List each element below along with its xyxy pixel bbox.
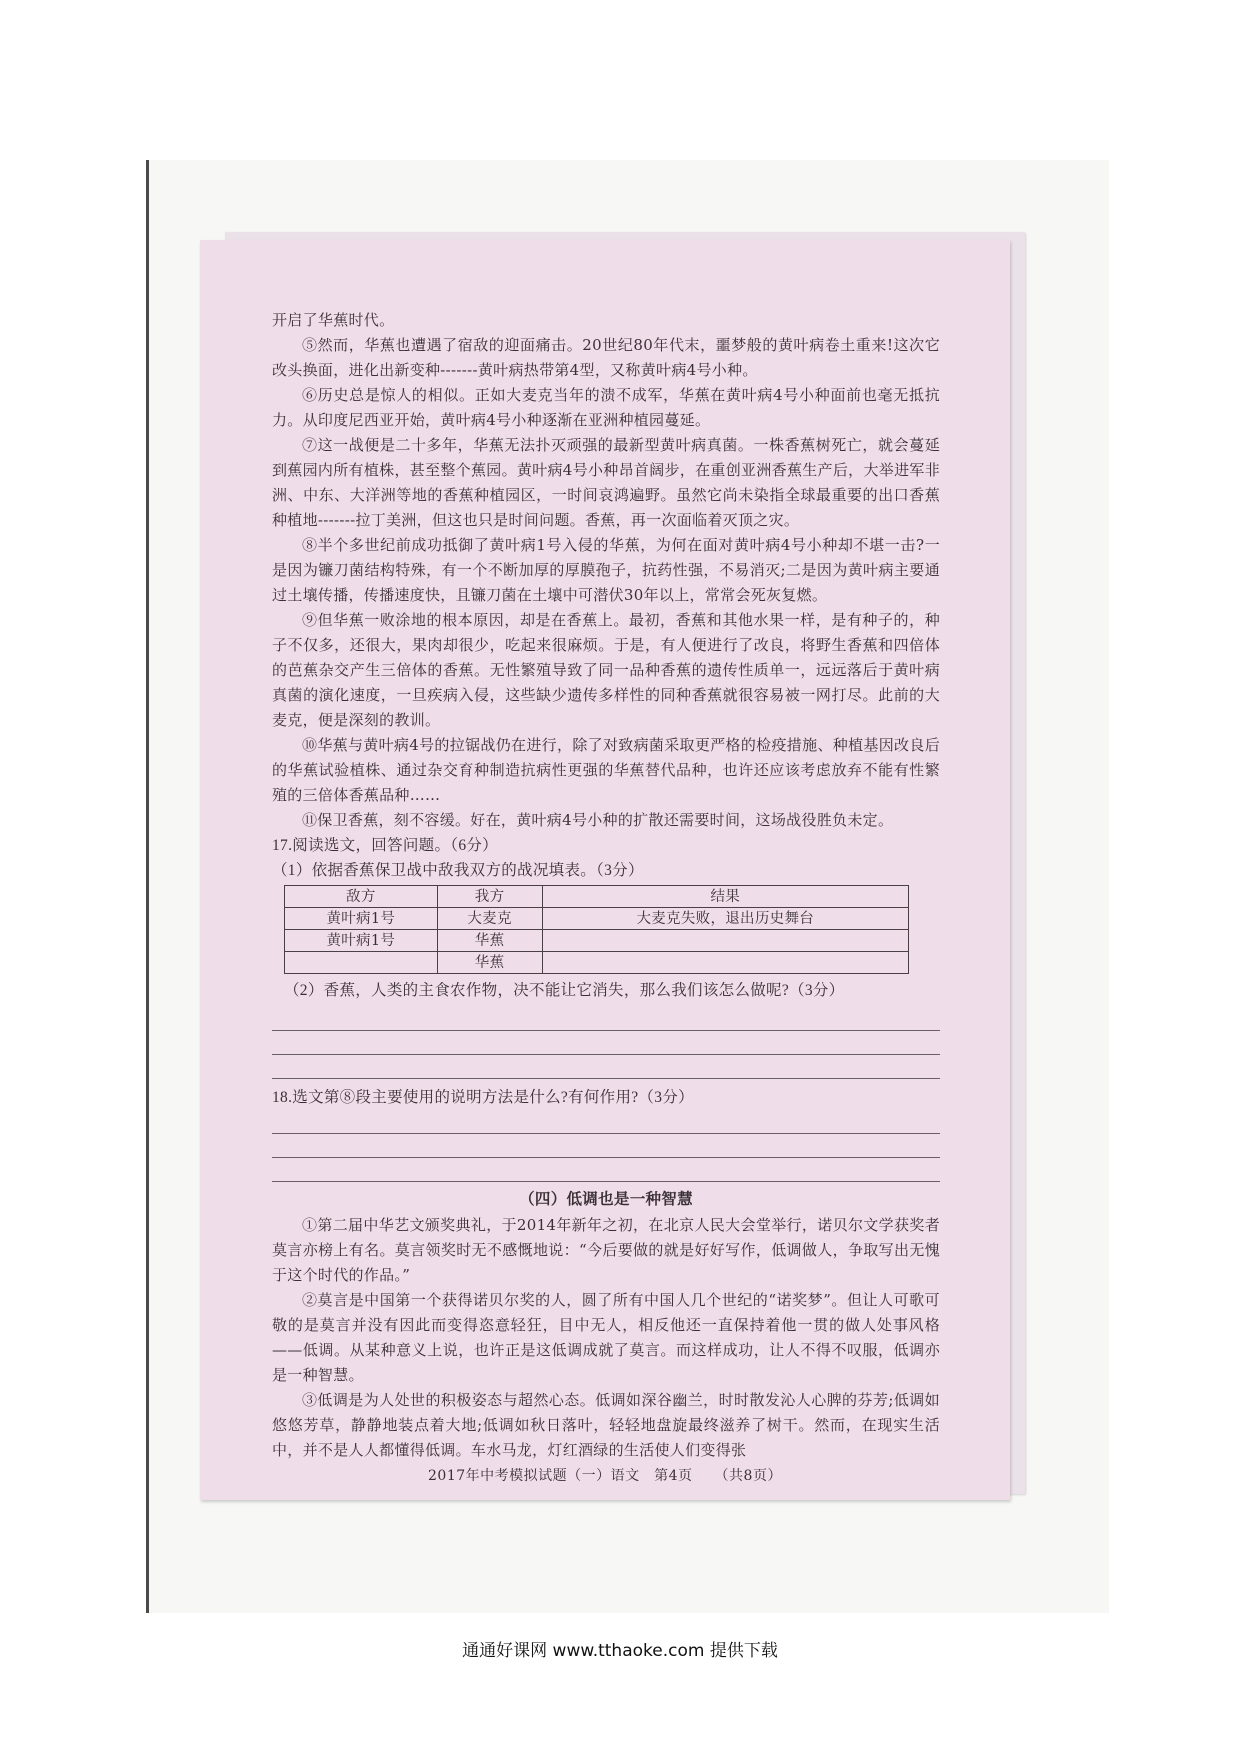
section-4-title: （四）低调也是一种智慧	[519, 1189, 693, 1208]
table-header-cell: 结果	[542, 886, 908, 908]
battle-status-table	[284, 885, 909, 974]
answer-line[interactable]	[272, 1055, 940, 1079]
answer-line[interactable]	[272, 1158, 940, 1182]
table-header-cell: 我方	[437, 886, 542, 908]
section-4-paragraph: ③低调是为人处世的积极姿态与超然心态。低调如深谷幽兰，时时散发沁人心脾的芬芳;低调如悠悠芳草，静静地装点着大地;低调如秋日落叶，轻轻地盘旋最终滋养了树干。然而，在现实生活中，并不是人人都懂得低调。车水马龙，灯红酒绿的生活使人们变得张	[272, 1391, 940, 1459]
answer-cell[interactable]	[542, 930, 908, 952]
section-4-paragraph: ①第二届中华艺文颁奖典礼，于2014年新年之初，在北京人民大会堂举行，诺贝尔文学获奖者莫言亦榜上有名。莫言领奖时无不感慨地说：“今后要做的就是好好写作，低调做人，争取写出无愧于这个时代的作品。”	[272, 1216, 940, 1284]
answer-line[interactable]	[272, 1110, 940, 1134]
passage-paragraph: ⑩华蕉与黄叶病4号的拉锯战仍在进行，除了对致病菌采取更严格的检疫措施、种植基因改良后的华蕉试验植株、通过杂交育种制造抗病性更强的华蕉替代品种，也许还应该考虑放弃不能有性繁殖的三倍体香蕉品种……	[272, 736, 940, 804]
table-header-cell: 敌方	[285, 886, 438, 908]
section-4-paragraph: ②莫言是中国第一个获得诺贝尔奖的人，圆了所有中国人几个世纪的“诺奖梦”。但让人可歌可敬的是莫言并没有因此而变得恣意轻狂，目中无人，相反他还一直保持着他一贯的做人处事风格——低调。从某种意义上说，也许正是这低调成就了莫言。而这样成功，让人不得不叹服，低调亦是一种智慧。	[272, 1291, 940, 1384]
passage-paragraph: ⑥历史总是惊人的相似。正如大麦克当年的溃不成军，华蕉在黄叶病4号小种面前也毫无抵抗力。从印度尼西亚开始，黄叶病4号小种逐渐在亚洲种植园蔓延。	[272, 386, 940, 429]
passage-paragraph: ⑤然而，华蕉也遭遇了宿敌的迎面痛击。20世纪80年代末，噩梦般的黄叶病卷土重来!这次它改头换面，进化出新变种-------黄叶病热带第4型，又称黄叶病4号小种。	[272, 336, 940, 379]
question-17-part2: （2）香蕉，人类的主食农作物，决不能让它消失，那么我们该怎么做呢?（3分）	[284, 982, 845, 999]
question-17-part1: （1）依据香蕉保卫战中敌我双方的战况填表。（3分）	[272, 862, 644, 879]
table-cell: 黄叶病1号	[285, 930, 438, 952]
passage-paragraph: 开启了华蕉时代。	[272, 311, 395, 329]
table-header-row	[285, 886, 909, 908]
table-row	[285, 930, 909, 952]
answer-cell[interactable]	[285, 952, 438, 974]
table-row	[285, 952, 909, 974]
passage-paragraph: ⑧半个多世纪前成功抵御了黄叶病1号入侵的华蕉，为何在面对黄叶病4号小种却不堪一击?一是因为镰刀菌结构特殊，有一个不断加厚的厚膜孢子，抗药性强，不易消灭;二是因为黄叶病主要通过土壤传播，传播速度快，且镰刀菌在土壤中可潜伏30年以上，常常会死灰复燃。	[272, 536, 940, 604]
table-cell: 华蕉	[437, 952, 542, 974]
table-cell: 大麦克失败，退出历史舞台	[542, 908, 908, 930]
exam-page	[200, 240, 1010, 1500]
table-cell: 大麦克	[437, 908, 542, 930]
page-content	[272, 308, 940, 1463]
answer-line[interactable]	[272, 1134, 940, 1158]
table-cell: 黄叶病1号	[285, 908, 438, 930]
reading-passage	[272, 308, 940, 833]
answer-cell[interactable]	[542, 952, 908, 974]
table-cell: 华蕉	[437, 930, 542, 952]
question-18-stem: 18.选文第⑧段主要使用的说明方法是什么?有何作用?（3分）	[272, 1089, 694, 1106]
question-17-stem: 17.阅读选文，回答问题。（6分）	[272, 837, 498, 854]
passage-paragraph: ⑪保卫香蕉，刻不容缓。好在，黄叶病4号小种的扩散还需要时间，这场战役胜负未定。	[302, 811, 894, 829]
section-4-passage	[272, 1213, 940, 1463]
table-row	[285, 908, 909, 930]
answer-line[interactable]	[272, 1007, 940, 1031]
passage-paragraph: ⑨但华蕉一败涂地的根本原因，却是在香蕉上。最初，香蕉和其他水果一样，是有种子的，种子不仅多，还很大，果肉却很少，吃起来很麻烦。于是，有人便进行了改良，将野生香蕉和四倍体的芭蕉杂交产生三倍体的香蕉。无性繁殖导致了同一品种香蕉的遗传性质单一，远远落后于黄叶病真菌的演化速度，一旦疾病入侵，这些缺少遗传多样性的同种香蕉就很容易被一网打尽。此前的大麦克，便是深刻的教训。	[272, 611, 940, 729]
page-footer: 2017年中考模拟试题（一）语文 第4页 （共8页）	[428, 1468, 782, 1484]
answer-line[interactable]	[272, 1031, 940, 1055]
download-watermark: 通通好课网 www.tthaoke.com 提供下载	[462, 1641, 778, 1661]
passage-paragraph: ⑦这一战便是二十多年，华蕉无法扑灭顽强的最新型黄叶病真菌。一株香蕉树死亡，就会蔓延到蕉园内所有植株，甚至整个蕉园。黄叶病4号小种昂首阔步，在重创亚洲香蕉生产后，大举进军非洲、中东、大洋洲等地的香蕉种植园区，一时间哀鸿遍野。虽然它尚未染指全球最重要的出口香蕉种植地-------拉丁美洲，但这也只是时间问题。香蕉，再一次面临着灭顶之灾。	[272, 436, 940, 529]
